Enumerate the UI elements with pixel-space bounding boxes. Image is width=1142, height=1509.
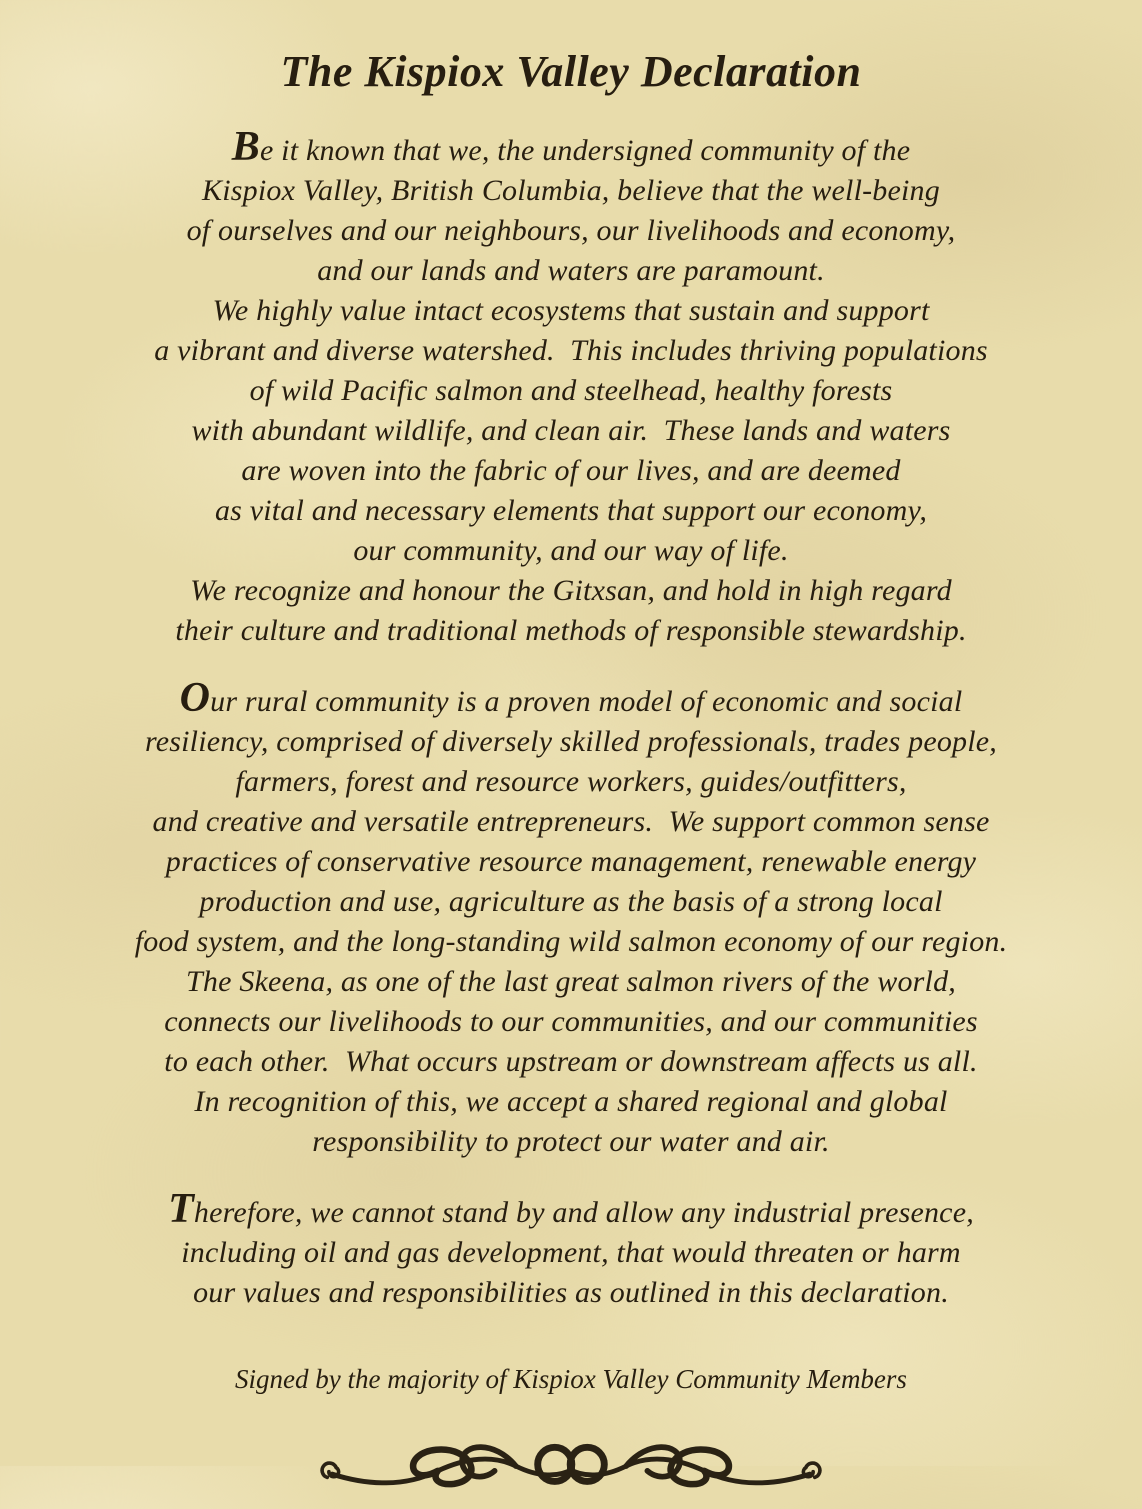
text-line: Our rural community is a proven model of economic and social xyxy=(179,675,963,721)
flourish-divider-icon xyxy=(311,1423,831,1509)
text-line: with abundant wildlife, and clean air. These lands and waters xyxy=(191,414,951,447)
paragraph xyxy=(40,1188,1102,1313)
text-line: farmers, forest and resource workers, guides/outfitters, xyxy=(235,765,907,798)
text-line: our community, and our way of life. xyxy=(353,534,789,567)
text-line: practices of conservative resource management, renewable energy xyxy=(165,845,977,878)
text-line: We recognize and honour the Gitxsan, and hold in high regard xyxy=(190,574,952,607)
text-line: and creative and versatile entrepreneurs. We support common sense xyxy=(152,805,990,838)
text-line: a vibrant and diverse watershed. This includes thriving populations xyxy=(154,334,988,367)
document-title: The Kispiox Valley Declaration xyxy=(280,47,862,96)
text-line: including oil and gas development, that would threaten or harm xyxy=(181,1236,961,1269)
text-line: their culture and traditional methods of responsible stewardship. xyxy=(175,614,967,647)
lead-capital: T xyxy=(168,1186,194,1232)
signature-line: Signed by the majority of Kispiox Valley Community Members xyxy=(235,1364,907,1394)
text-line: of ourselves and our neighbours, our livelihoods and economy, xyxy=(186,214,956,247)
text-line: In recognition of this, we accept a shared regional and global xyxy=(194,1085,948,1118)
text-line: Kispiox Valley, British Columbia, believe that the well-being xyxy=(202,174,940,207)
document-body xyxy=(40,126,1102,1313)
text-line: production and use, agriculture as the basis of a strong local xyxy=(199,885,943,918)
lead-capital: B xyxy=(231,124,260,170)
text-line: as vital and necessary elements that support our economy, xyxy=(214,494,928,527)
text-line: our values and responsibilities as outlined in this declaration. xyxy=(193,1276,949,1309)
text-line: food system, and the long-standing wild salmon economy of our region. xyxy=(134,925,1008,958)
paragraph xyxy=(40,126,1102,651)
text-line: to each other. What occurs upstream or downstream affects us all. xyxy=(164,1045,978,1078)
text-line: Therefore, we cannot stand by and allow any industrial presence, xyxy=(168,1186,974,1232)
text-line: resiliency, comprised of diversely skilled professionals, trades people, xyxy=(144,725,998,758)
text-line: Be it known that we, the undersigned community of the xyxy=(231,124,911,170)
text-line: responsibility to protect our water and air. xyxy=(312,1125,830,1158)
text-line: of wild Pacific salmon and steelhead, healthy forests xyxy=(249,374,893,407)
text-line: We highly value intact ecosystems that sustain and support xyxy=(212,294,930,327)
text-line: The Skeena, as one of the last great salmon rivers of the world, xyxy=(186,965,956,998)
paragraph xyxy=(40,677,1102,1162)
text-line: connects our livelihoods to our communities, and our communities xyxy=(164,1005,978,1038)
text-line: and our lands and waters are paramount. xyxy=(317,254,825,287)
lead-capital: O xyxy=(179,675,211,721)
text-line: are woven into the fabric of our lives, and are deemed xyxy=(241,454,901,487)
